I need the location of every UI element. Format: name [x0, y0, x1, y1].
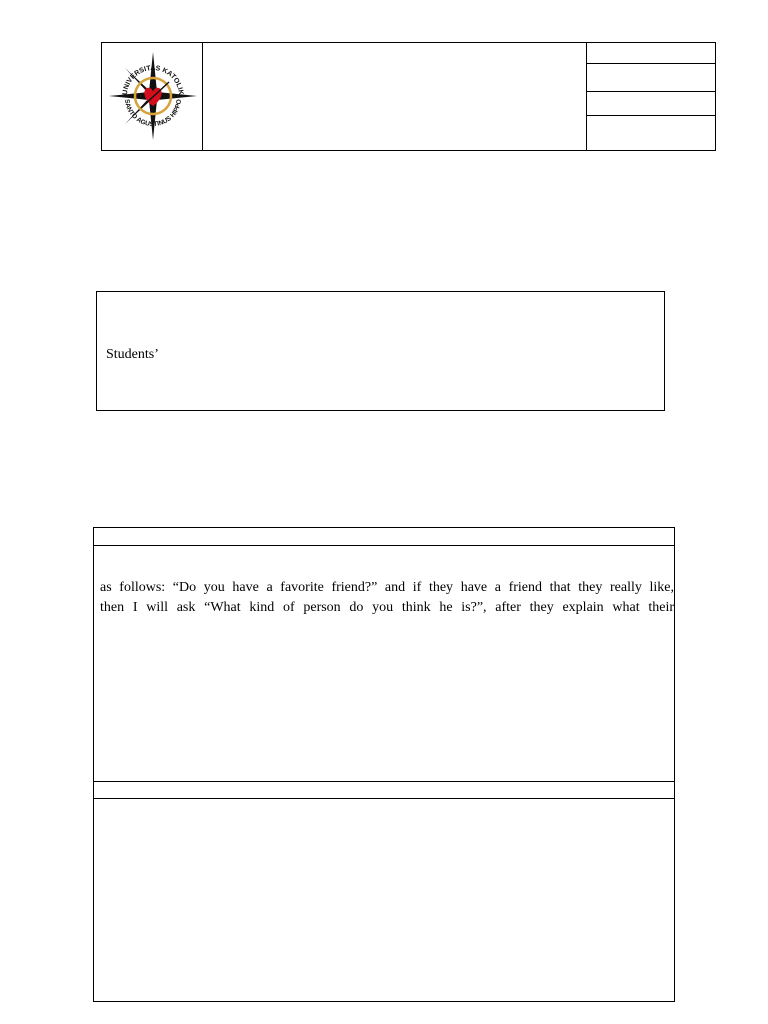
header-divider [202, 43, 203, 150]
observation-line: then I will ask “What kind of person do you think he is?”, after they explain what their [100, 600, 674, 615]
logo-text-top: UNIVERSITAS KATOLIK [121, 64, 185, 96]
header-row-divider [586, 115, 715, 116]
university-seal-icon [105, 48, 201, 144]
header-row-divider [586, 91, 715, 92]
students-box [96, 291, 665, 411]
header-divider [586, 43, 587, 150]
table-row-divider [94, 798, 674, 799]
logo-cell [102, 43, 203, 150]
observation-table [93, 527, 675, 1002]
observation-text [100, 578, 674, 618]
students-label: Students’ [106, 347, 159, 362]
header-row-divider [586, 63, 715, 64]
table-row-divider [94, 545, 674, 546]
table-row-divider [94, 781, 674, 782]
header-table [101, 42, 716, 151]
logo-text-bottom: SANTO AGUSTINUS HIPPO [122, 98, 184, 129]
observation-line: as follows: “Do you have a favorite friend?” and if they have a friend that they really like, [100, 580, 674, 595]
